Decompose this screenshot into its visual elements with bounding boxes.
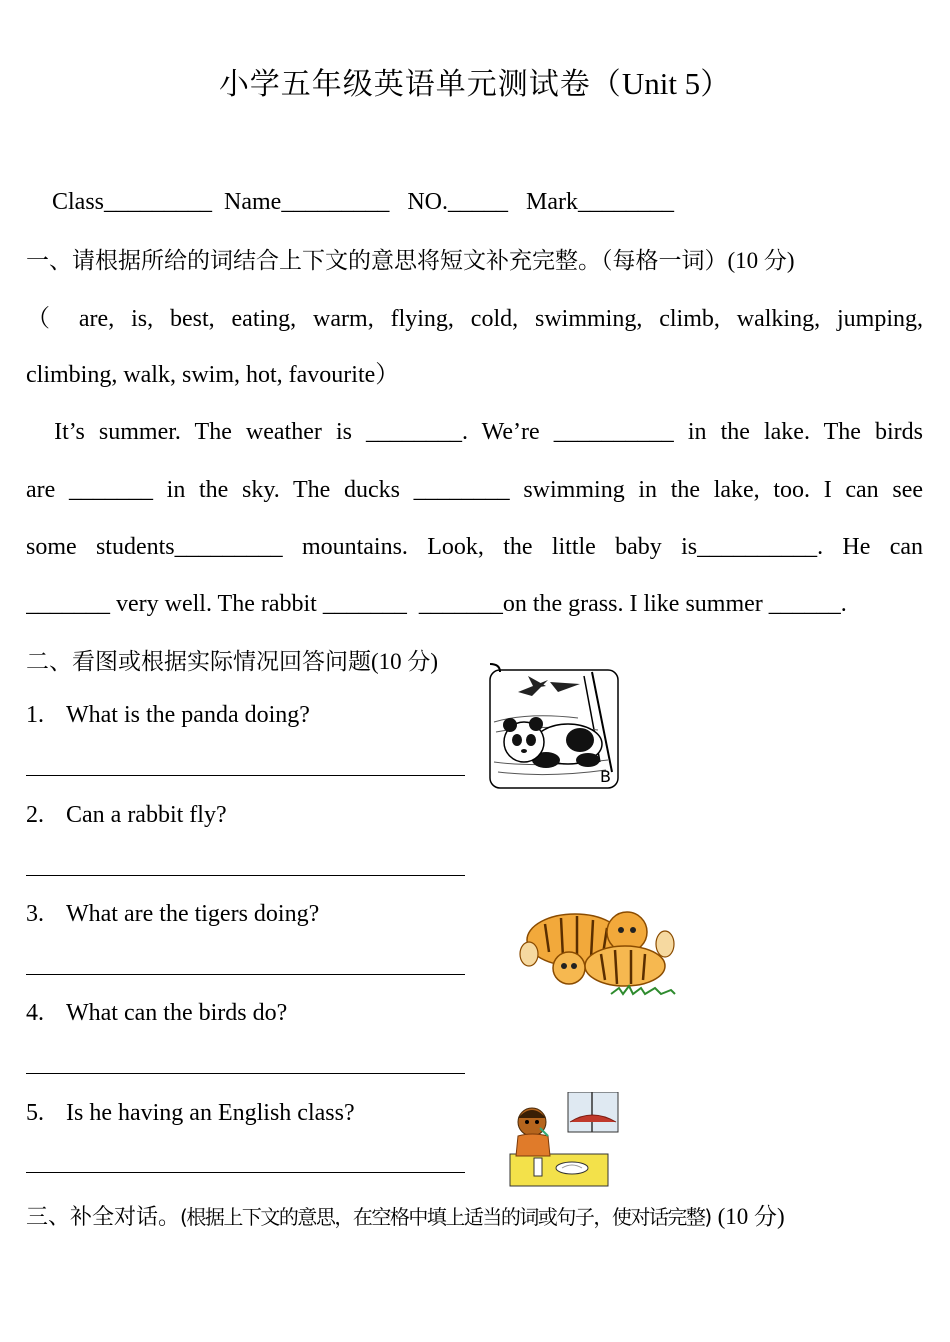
title-close: ） (700, 67, 732, 102)
boy-eating-picture (500, 1092, 620, 1188)
passage-text-2: are _______ in the sky. The ducks ________ swimming in the lake, too. I can see (26, 477, 923, 503)
word-box-words-2: climbing, walk, swim, hot, favourite (26, 362, 376, 388)
title-main: 小学五年级英语单元测试卷（ (218, 67, 622, 102)
tiger-eye (630, 927, 636, 933)
tiger-eye (571, 963, 577, 969)
boy-shirt (516, 1134, 550, 1156)
answer-line-3[interactable] (26, 974, 465, 975)
passage-line-4 (26, 586, 923, 622)
word-box-line-2 (26, 357, 923, 393)
grass-tufts (611, 986, 675, 994)
passage-line-1 (26, 414, 923, 450)
word-box-line-1 (26, 300, 923, 337)
student-info-line: Class_________ Name_________ NO._____ Mark________ (52, 189, 674, 215)
word-box-close-paren: ） (375, 362, 400, 388)
word-box-open-paren: （ (26, 304, 61, 332)
section3-heading (26, 1199, 785, 1236)
section1-heading-text: 一、请根据所给的词结合上下文的意思将短文补充完整。（每格一词） (26, 248, 728, 274)
panda-eye-patch (526, 734, 536, 746)
question-5 (26, 1095, 355, 1131)
answer-line-1[interactable] (26, 775, 465, 776)
panda-ear (503, 718, 517, 732)
answer-line-4[interactable] (26, 1073, 465, 1074)
section2-heading-text: 二、看图或根据实际情况回答问题 (26, 649, 371, 675)
question-1 (26, 697, 310, 733)
section2-heading (26, 644, 438, 680)
tiger-paw (520, 942, 538, 966)
question-4 (26, 995, 287, 1031)
panda-nose (521, 749, 527, 753)
question-text: Is he having an English class? (66, 1100, 355, 1126)
question-text: What is the panda doing? (66, 702, 310, 728)
question-3 (26, 896, 319, 932)
passage-text-4: _______ very well. The rabbit _______ _______on the grass. I like summer ______. (26, 591, 847, 617)
tiger-paw (656, 931, 674, 957)
question-text: What can the birds do? (66, 1000, 288, 1026)
panda-leg (576, 753, 600, 767)
panda-patch (566, 728, 594, 752)
passage-line-2 (26, 472, 923, 508)
tiger-eye (618, 927, 624, 933)
boy-eye (535, 1120, 539, 1124)
section1-heading (26, 243, 795, 279)
question-number: 2. (26, 802, 44, 828)
section3-heading-text: 三、补全对话。 (26, 1205, 181, 1230)
passage-text-3: some students_________ mountains. Look, the little baby is__________. He can (26, 534, 923, 560)
tigers-picture (515, 900, 687, 1000)
boy-eye (525, 1120, 529, 1124)
panda-picture-label: B (600, 767, 611, 786)
answer-line-2[interactable] (26, 875, 465, 876)
plate (556, 1162, 588, 1174)
passage-line-3 (26, 529, 923, 565)
question-number: 4. (26, 1000, 44, 1026)
section3-note: (根据上下文的意思，在空格中填上适当的词或句子，使对话完整) (180, 1205, 711, 1229)
question-text: Can a rabbit fly? (66, 802, 227, 828)
tiger-body (585, 946, 665, 986)
panda-ear (529, 717, 543, 731)
panda-eye-patch (512, 734, 522, 746)
boy-hair (518, 1110, 546, 1118)
panda-picture (488, 662, 620, 790)
page-title (0, 62, 950, 107)
question-text: What are the tigers doing? (66, 901, 320, 927)
answer-line-5[interactable] (26, 1172, 465, 1173)
question-number: 1. (26, 702, 44, 728)
passage-text-1: It’s summer. The weather is ________. We’re __________ in the lake. The birds (26, 419, 923, 445)
tiger-eye (561, 963, 567, 969)
tiger-head (553, 952, 585, 984)
section3-points: (10 分) (717, 1204, 785, 1229)
section2-points: (10 分) (371, 649, 439, 674)
word-box-words-1: are, is, best, eating, warm, flying, cold, swimming, climb, walking, jumping, (78, 306, 923, 332)
glass (534, 1158, 542, 1176)
window (568, 1092, 618, 1132)
question-number: 3. (26, 901, 44, 927)
title-unit: Unit 5 (621, 66, 701, 101)
section1-points: (10 分) (727, 248, 795, 273)
question-number: 5. (26, 1100, 44, 1126)
question-2 (26, 797, 227, 833)
